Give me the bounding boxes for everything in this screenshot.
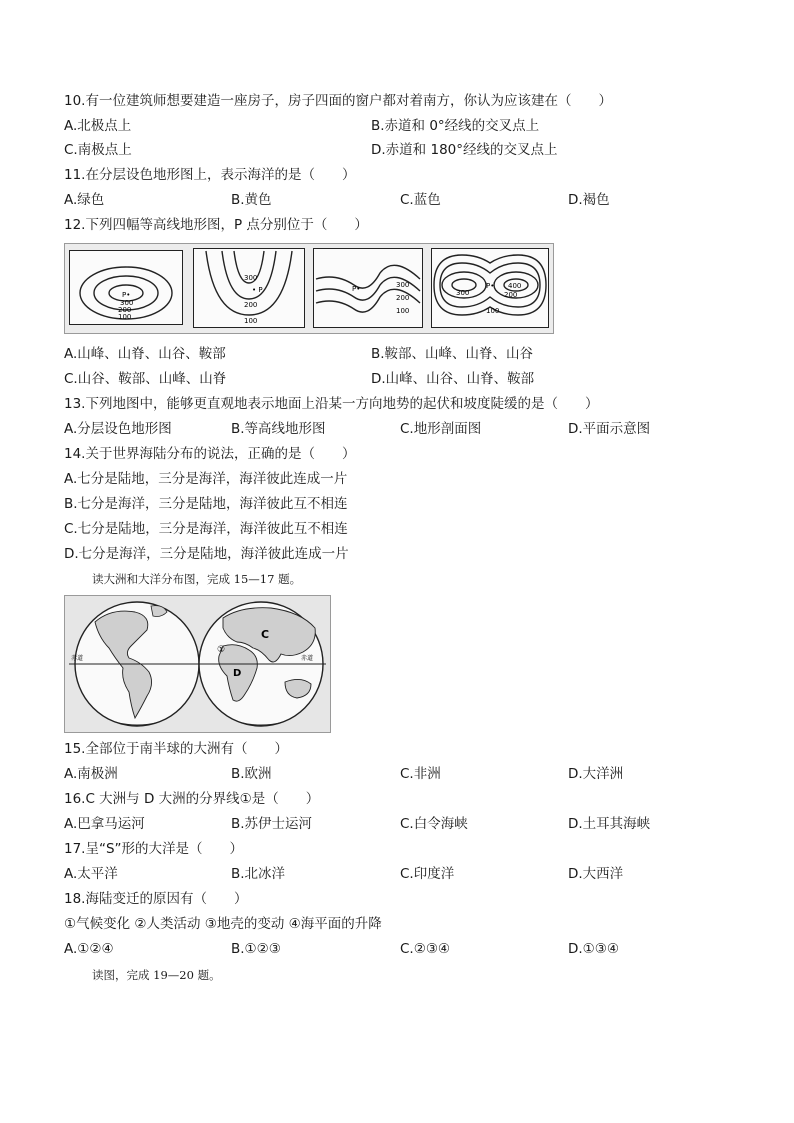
contour-panel-valley xyxy=(193,248,305,328)
q13-option-a: A.分层设色地形图 xyxy=(64,421,172,437)
q11-option-a: A.绿色 xyxy=(64,192,105,208)
q10-stem: 10.有一位建筑师想要建造一座房子，房子四面的窗户都对着南方，你认为应该建在（ ） xyxy=(64,93,612,109)
q14-option-c: C.七分是陆地，三分是海洋，海洋彼此互不相连 xyxy=(64,521,348,537)
q10-option-c: C.南极点上 xyxy=(64,142,132,158)
q18-option-b: B.①②③ xyxy=(231,941,281,957)
q16-option-a: A.巴拿马运河 xyxy=(64,816,145,832)
q15-option-d: D.大洋洲 xyxy=(568,766,624,782)
q10-option-d: D.赤道和 180°经线的交叉点上 xyxy=(371,142,558,158)
q16-stem: 16.C 大洲与 D 大洲的分界线①是（ ） xyxy=(64,791,320,807)
q18-option-a: A.①②④ xyxy=(64,941,114,957)
equator-label-right: 赤道 xyxy=(301,655,314,662)
peak-point-label: P• xyxy=(122,291,131,299)
saddle-label-300: 300 xyxy=(456,289,470,297)
valley-label-100: 100 xyxy=(244,317,258,325)
q14-stem: 14.关于世界海陆分布的说法，正确的是（ ） xyxy=(64,446,356,462)
three-point-label: P• xyxy=(352,285,361,293)
q14-option-d: D.七分是海洋，三分是陆地，海洋彼此连成一片 xyxy=(64,546,349,562)
q12-option-d: D.山峰、山谷、山脊、鞍部 xyxy=(371,371,535,387)
contour-panel-saddle xyxy=(431,248,549,328)
saddle-label-400: 400 xyxy=(508,282,522,290)
q12-option-a: A.山峰、山脊、山谷、鞍部 xyxy=(64,346,226,362)
equator-label-left: 赤道 xyxy=(71,655,84,662)
q16-option-d: D.土耳其海峡 xyxy=(568,816,651,832)
q14-option-a: A.七分是陆地，三分是海洋，海洋彼此连成一片 xyxy=(64,471,348,487)
q18-causes: ①气候变化 ②人类活动 ③地壳的变动 ④海平面的升降 xyxy=(64,916,382,932)
contour-panel-peak xyxy=(69,250,183,325)
continent-label-d: D xyxy=(233,668,242,679)
q17-option-a: A.太平洋 xyxy=(64,866,118,882)
peak-label-200: 200 xyxy=(118,306,132,314)
q10-option-b: B.赤道和 0°经线的交叉点上 xyxy=(371,118,540,134)
boundary-label-one: ① xyxy=(217,645,226,655)
q16-option-b: B.苏伊士运河 xyxy=(231,816,313,832)
q12-stem: 12.下列四幅等高线地形图，P 点分别位于（ ） xyxy=(64,217,368,233)
q17-stem: 17.呈“S”形的大洋是（ ） xyxy=(64,841,244,857)
contour-lines-peak xyxy=(70,251,182,324)
q15-option-b: B.欧洲 xyxy=(231,766,272,782)
contour-panel-three xyxy=(313,248,423,328)
contour-lines-saddle xyxy=(432,249,548,327)
contour-lines-valley xyxy=(194,249,304,327)
q13-option-c: C.地形剖面图 xyxy=(400,421,482,437)
contour-figure xyxy=(64,243,554,334)
valley-point-label: • P xyxy=(252,286,263,294)
q13-option-d: D.平面示意图 xyxy=(568,421,651,437)
q17-option-c: C.印度洋 xyxy=(400,866,455,882)
instruction-15-17: 读大洲和大洋分布图，完成 15—17 题。 xyxy=(92,572,302,586)
q18-option-c: C.②③④ xyxy=(400,941,451,957)
three-label-100: 100 xyxy=(396,307,410,315)
instruction-19-20: 读图，完成 19—20 题。 xyxy=(92,968,221,982)
q18-stem: 18.海陆变迁的原因有（ ） xyxy=(64,891,248,907)
q17-option-d: D.大西洋 xyxy=(568,866,624,882)
q18-option-d: D.①③④ xyxy=(568,941,619,957)
three-label-200: 200 xyxy=(396,294,410,302)
peak-label-100: 100 xyxy=(118,313,132,321)
saddle-point-label: P• xyxy=(486,282,495,290)
q13-stem: 13.下列地图中，能够更直观地表示地面上沿某一方向地势的起伏和坡度陡缓的是（ ） xyxy=(64,396,599,412)
contour-lines-three xyxy=(314,249,422,327)
world-map-drawing xyxy=(65,596,330,732)
saddle-label-200: 200 xyxy=(504,291,518,299)
three-label-300: 300 xyxy=(396,281,410,289)
q15-stem: 15.全部位于南半球的大洲有（ ） xyxy=(64,741,288,757)
valley-label-300: 300 xyxy=(244,274,258,282)
q16-option-c: C.白令海峡 xyxy=(400,816,468,832)
peak-label-300: 300 xyxy=(120,299,134,307)
q15-option-a: A.南极洲 xyxy=(64,766,118,782)
continent-label-c: C xyxy=(261,628,270,641)
q12-option-c: C.山谷、鞍部、山峰、山脊 xyxy=(64,371,227,387)
saddle-label-100: 100 xyxy=(486,307,500,315)
q14-option-b: B.七分是海洋，三分是陆地，海洋彼此互不相连 xyxy=(64,496,348,512)
q11-stem: 11.在分层设色地形图上，表示海洋的是（ ） xyxy=(64,167,356,183)
q12-option-b: B.鞍部、山峰、山脊、山谷 xyxy=(371,346,534,362)
q15-option-c: C.非洲 xyxy=(400,766,441,782)
q17-option-b: B.北冰洋 xyxy=(231,866,286,882)
q11-option-c: C.蓝色 xyxy=(400,192,441,208)
world-continents-map xyxy=(64,595,331,733)
q11-option-b: B.黄色 xyxy=(231,192,272,208)
valley-label-200: 200 xyxy=(244,301,258,309)
q11-option-d: D.褐色 xyxy=(568,192,610,208)
q10-option-a: A.北极点上 xyxy=(64,118,132,134)
q13-option-b: B.等高线地形图 xyxy=(231,421,326,437)
